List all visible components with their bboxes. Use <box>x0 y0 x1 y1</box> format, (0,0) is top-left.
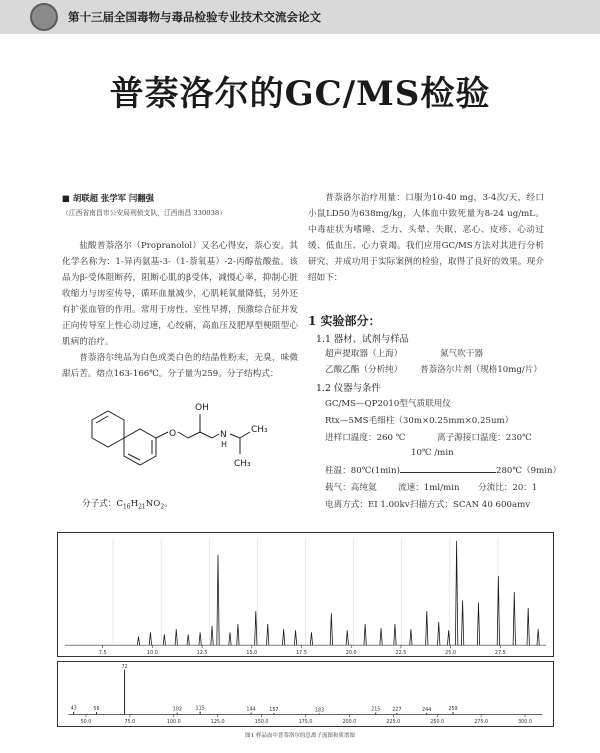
dosage-paragraph: 普萘洛尔治疗用量：口服为10-40 mg，3-4次/天，经口小鼠LD50为638mg/kg，人体血中致死量为8-24 ug/mL。中毒症状为嗜睡、乏力、头晕、失眠、恶心、皮疹、心动过缓、低血压、心力衰竭。我们应用GC/MS方法对其进行分析研究，并成功用于实际案例的检验，取得了良好的效果。现介绍如下： <box>308 193 544 283</box>
injector-temp: 进样口温度：260 ℃ <box>325 433 406 443</box>
figure-caption: 图1 样品血中普萘洛尔的总离子流图和质谱图 <box>245 733 355 739</box>
section-heading-experiment: 1 实验部分： <box>308 314 381 328</box>
h-label: H <box>221 440 228 449</box>
article-title: 普萘洛尔的GC/MS检验 <box>109 74 491 114</box>
ms-peak-label: 43 <box>70 706 77 712</box>
ms-peak-label: 144 <box>246 707 256 713</box>
ms-peak-label: 102 <box>172 707 182 713</box>
chrom-peak <box>267 624 269 645</box>
ms-peak-label: 244 <box>422 708 432 714</box>
split-ratio: 分流比：20：1 <box>478 483 538 493</box>
chrom-peak <box>217 555 219 645</box>
total-ion-chromatogram <box>57 532 554 657</box>
ms-peak-label: 157 <box>269 708 279 714</box>
ch3-label-lower: CH₃ <box>234 459 251 469</box>
ms-tick-label: 250.0 <box>430 720 445 726</box>
police-emblem-icon <box>30 3 58 31</box>
chrom-peak <box>537 629 539 645</box>
chrom-tick-label: 22.5 <box>395 650 407 657</box>
chrom-peak <box>255 611 257 645</box>
chrom-peak <box>211 626 213 645</box>
molecular-formula: 分子式：$C_{16}H_{21}NO_2$。 <box>82 499 173 511</box>
ionization-mode: 电离方式：EI 1.00kv <box>325 500 410 510</box>
equipment-nitrogen-dryer: 氮气吹干器 <box>440 349 483 359</box>
chrom-peak <box>137 637 139 646</box>
subsection-heading-instrument: 1.2 仪器与条件 <box>316 383 381 394</box>
ms-tick-label: 50.0 <box>80 720 92 726</box>
chrom-peak <box>163 635 165 646</box>
ms-tick-label: 200.0 <box>342 720 357 726</box>
chrom-peak <box>310 632 312 645</box>
ms-peak-label: 215 <box>371 707 381 713</box>
chrom-peak <box>410 629 412 645</box>
ch3-label-upper: CH₃ <box>251 425 268 435</box>
ms-tick-label: 150.0 <box>254 720 269 726</box>
authors: ■ 胡联超 张学军 闫翻强 <box>62 193 155 203</box>
ms-tick-label: 225.0 <box>386 720 401 726</box>
ms-peak-label: 56 <box>93 707 100 713</box>
ms-tick-label: 100.0 <box>166 720 181 726</box>
mass-spectrum <box>57 661 554 727</box>
instrument-model: GC/MS—QP2010型气质联用仪 <box>325 399 451 409</box>
chrom-peak <box>330 613 332 645</box>
subsection-heading-materials: 1.1 器材、试剂与样品 <box>316 334 409 345</box>
interface-temp: 离子源接口温度：230℃ <box>437 433 532 443</box>
chrom-peak <box>455 541 457 645</box>
ramp-arrow-line <box>400 472 496 473</box>
chrom-tick-label: 25.0 <box>445 650 457 657</box>
svg-text:O: O <box>169 429 177 439</box>
chrom-peak <box>229 632 231 645</box>
nh-label: N <box>220 430 227 440</box>
oh-label: OH <box>195 403 209 413</box>
structure-formula <box>78 392 278 488</box>
ms-tick-label: 125.0 <box>210 720 225 726</box>
chrom-peak <box>394 624 396 645</box>
journal-title: 第十三届全国毒物与毒品检验专业技术交流会论文 <box>68 10 321 24</box>
column-temp-start: 柱温：80℃(1min) <box>325 466 400 476</box>
chrom-peak <box>497 576 499 645</box>
ms-tick-label: 300.0 <box>518 720 532 726</box>
chrom-tick-label: 10.0 <box>146 650 158 657</box>
chrom-peak <box>199 632 201 645</box>
reagent-ethyl-acetate: 乙酸乙酯（分析纯） <box>325 365 403 375</box>
chrom-peak <box>237 624 239 645</box>
chrom-peak <box>294 630 296 645</box>
ms-tick-label: 175.0 <box>298 720 313 726</box>
left-column <box>62 238 298 382</box>
ramp-rate: 10℃ /min <box>411 448 454 458</box>
chrom-tick-label: 12.5 <box>196 650 208 657</box>
chrom-tick-label: 20.0 <box>345 650 357 657</box>
sample-propranolol-tablet: 普萘洛尔片剂（规格10mg/片） <box>420 365 543 375</box>
intro-paragraph: 盐酸普萘洛尔（Propranolol）又名心得安，萘心安。其化学名称为：1-异丙氨基-3-（1-萘氧基）-2-丙醇盐酸盐。该品为β-受体阻断药，阻断心肌的β受体，减慢心率，抑制心脏收缩力与房室传导，循环血量减少，心肌耗氧量降低，另外还有扩张血管的作用。常用于房性、室性早搏，预激综合征并发正向传导室上性心动过速，心绞痛，高血压及肥厚型梗阻型心肌病的治疗。 <box>62 241 298 347</box>
flow-rate: 流速：1ml/min <box>398 483 460 493</box>
ms-peak-label: 227 <box>392 708 402 714</box>
scan-mode: 扫描方式：SCAN 40 600amv <box>410 500 531 510</box>
equipment-ultrasonic: 超声提取器（上海） <box>325 349 403 359</box>
chrom-peak <box>477 603 479 646</box>
chrom-peak <box>346 630 348 645</box>
chrom-tick-label: 17.5 <box>296 650 307 657</box>
chrom-peak <box>461 601 463 646</box>
affiliation: （江西省南昌市公安局刑侦支队，江西南昌 330038） <box>62 209 227 217</box>
chrom-peak <box>187 635 189 646</box>
ms-tick-label: 275.0 <box>474 720 489 726</box>
chrom-peak <box>438 622 440 645</box>
chrom-peak <box>149 632 151 645</box>
chrom-peak <box>380 628 382 645</box>
chrom-tick-label: 27.5 <box>494 650 506 657</box>
chrom-peak <box>175 629 177 645</box>
column-temp-end: 280℃（9min） <box>496 466 562 476</box>
chrom-peak <box>513 592 515 645</box>
carrier-gas: 载气：高纯氦 <box>325 483 377 493</box>
chrom-peak <box>447 630 449 645</box>
chrom-peak <box>282 629 284 645</box>
ms-peak-label: 72 <box>121 664 128 670</box>
chrom-peak <box>527 608 529 645</box>
column-spec: Rtx—5MS毛细柱（30m×0.25mm×0.25um） <box>325 416 514 426</box>
chrom-peak <box>364 624 366 645</box>
ms-peak-label: 115 <box>195 706 205 712</box>
chrom-peak <box>426 611 428 645</box>
ms-tick-label: 75.0 <box>124 720 136 726</box>
chrom-tick-label: 15.0 <box>246 650 258 657</box>
ms-peak-label: 259 <box>448 707 458 713</box>
ms-peak-label: 183 <box>314 708 325 714</box>
chrom-tick-label: 7.5 <box>98 650 107 657</box>
right-column <box>308 190 544 286</box>
properties-paragraph: 普萘洛尔纯品为白色或类白色的结晶性粉末，无臭，味微甜后苦。熔点163-166℃。分子量为259。分子结构式： <box>62 353 298 379</box>
